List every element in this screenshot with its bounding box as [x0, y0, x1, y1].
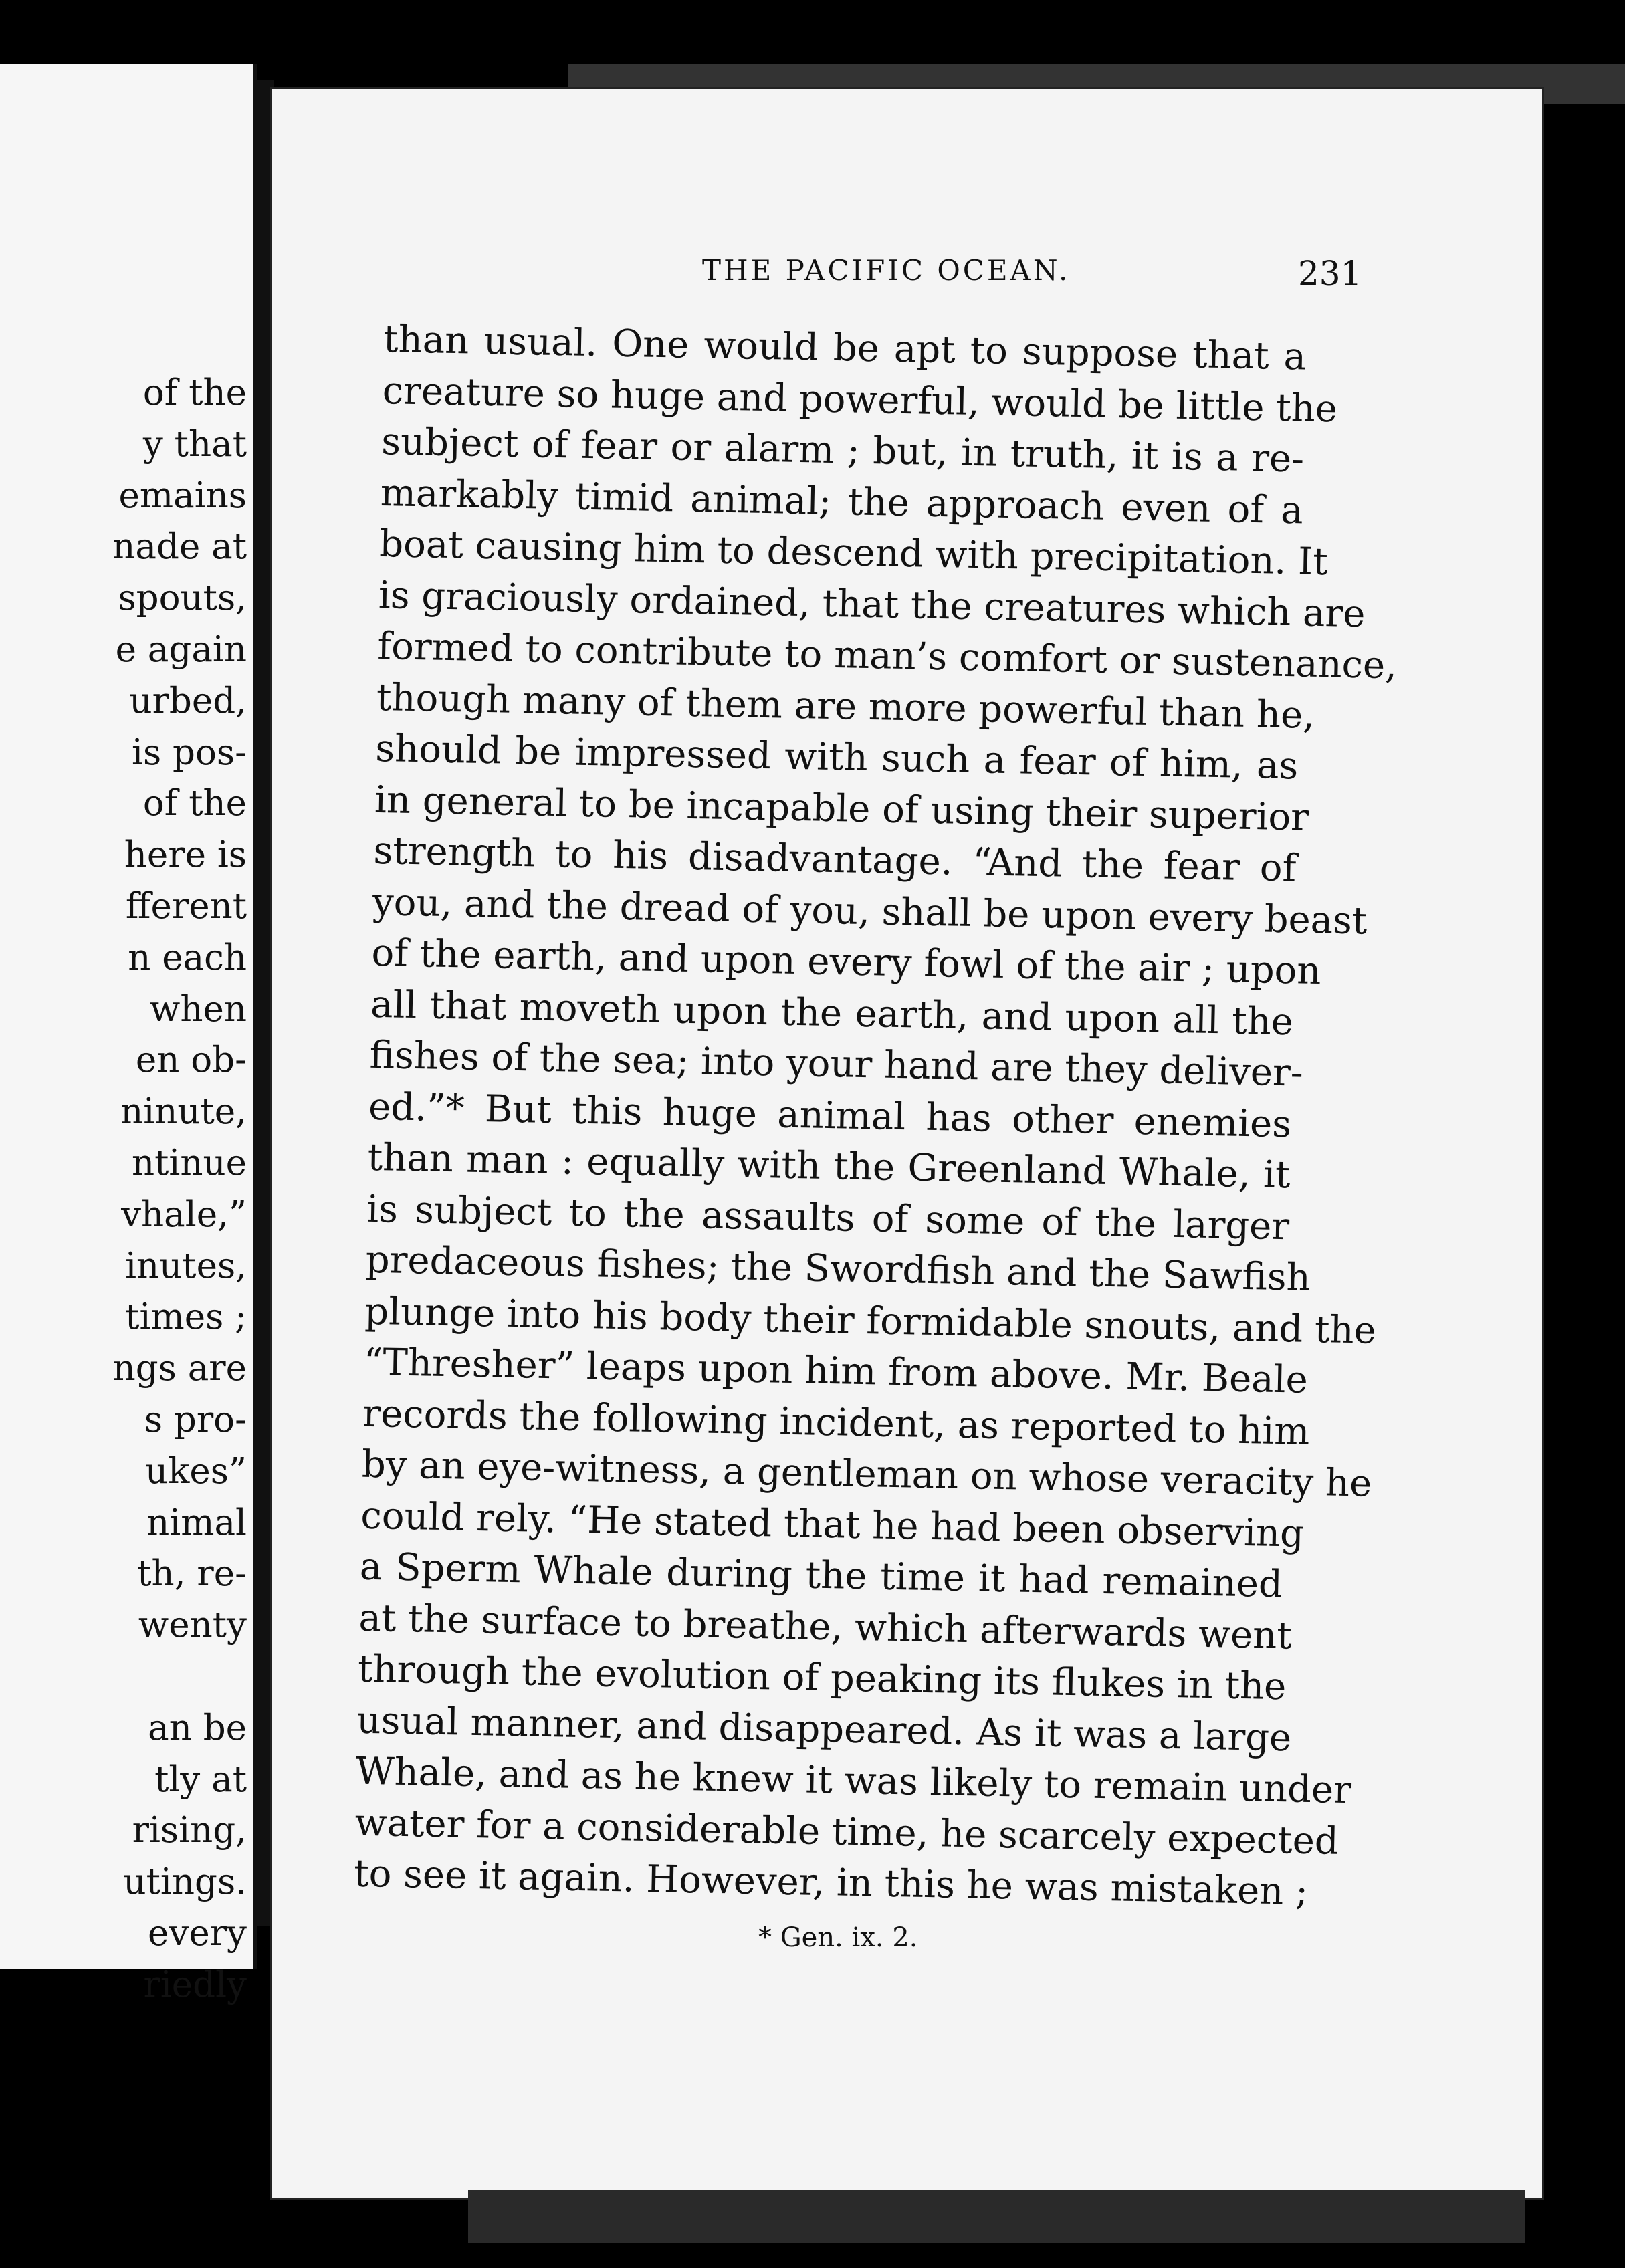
facing-line: th, re- — [137, 1553, 247, 1595]
text-line: fishes of the sea; into your hand are they deliver- — [369, 1033, 1304, 1095]
page-number: 231 — [1298, 254, 1362, 293]
facing-line: is pos- — [132, 731, 247, 773]
facing-line: e again — [115, 629, 247, 670]
facing-line: ukes” — [145, 1450, 247, 1492]
facing-line: when — [150, 988, 247, 1030]
text-line: creature so huge and powerful, would be little the — [382, 368, 1338, 431]
facing-line: wenty — [138, 1605, 247, 1646]
text-line: of the earth, and upon every fowl of the air ; upon — [371, 931, 1322, 994]
text-line: than man : equally with the Greenland Whale, it — [367, 1135, 1291, 1198]
facing-line: ngs are — [112, 1348, 247, 1389]
facing-line: times ; — [125, 1296, 247, 1338]
facing-line: inutes, — [125, 1245, 247, 1286]
text-line: in general to be incapable of using their superior — [374, 778, 1309, 840]
text-line: boat causing him to descend with precipitation. It — [378, 522, 1329, 584]
running-title: THE PACIFIC OCEAN. — [702, 254, 1071, 287]
footnote: * Gen. ix. 2. — [758, 1922, 918, 1953]
text-line: predaceous fishes; the Swordfish and the Sawfish — [365, 1238, 1311, 1300]
facing-line: utings. — [123, 1861, 247, 1903]
text-line: usual manner, and disappeared. As it was a large — [356, 1698, 1292, 1760]
text-line: “Thresher” leaps upon him from above. Mr. Beale — [363, 1340, 1309, 1402]
text-line: records the following incident, as reported to him — [362, 1391, 1310, 1454]
text-line: could rely. “He stated that he had been observing — [360, 1494, 1305, 1556]
facing-line: y that — [142, 423, 247, 465]
text-line: through the evolution of peaking its flukes in the — [357, 1647, 1287, 1709]
text-line: water for a considerable time, he scarcely expected — [354, 1801, 1339, 1863]
text-line: plunge into his body their formidable snouts, and the — [364, 1289, 1377, 1353]
facing-line: of the — [142, 783, 247, 824]
facing-line: nade at — [112, 526, 247, 568]
facing-line: of the — [142, 372, 247, 413]
text-line: to see it again. However, in this he was mistaken ; — [353, 1851, 1309, 1914]
text-line: formed to contribute to man’s comfort or sustenance, — [376, 624, 1398, 688]
main-page — [270, 87, 1544, 2200]
facing-page-text — [0, 368, 255, 2011]
facing-line: rising, — [132, 1810, 247, 1851]
facing-line: fferent — [125, 885, 247, 927]
text-line: ed.”* But this huge animal has other enemies — [368, 1085, 1292, 1146]
facing-line: vhale,” — [121, 1194, 247, 1235]
text-line: a Sperm Whale during the time it had remained — [359, 1545, 1283, 1607]
text-line: by an eye-witness, a gentleman on whose veracity he — [361, 1442, 1372, 1506]
facing-line: spouts, — [118, 578, 247, 619]
facing-line: ninute, — [120, 1091, 247, 1133]
body-text — [353, 314, 1624, 1924]
facing-line: emains — [118, 475, 247, 516]
facing-line-blank — [0, 1652, 255, 1703]
text-line: subject of fear or alarm ; but, in truth, it is a re- — [381, 419, 1305, 481]
facing-line: every — [148, 1912, 247, 1954]
facing-line: nimal — [146, 1502, 247, 1543]
facing-line: n each — [128, 937, 247, 978]
facing-line: an be — [148, 1707, 247, 1748]
facing-line: urbed, — [129, 680, 247, 721]
text-line: should be impressed with such a fear of him, as — [374, 726, 1299, 788]
text-line: than usual. One would be apt to suppose that a — [383, 317, 1307, 379]
scan-border-bottom — [468, 2190, 1525, 2243]
facing-line: en ob- — [135, 1040, 247, 1081]
text-line: is subject to the assaults of some of the larger — [366, 1187, 1290, 1248]
facing-line: ntinue — [131, 1142, 247, 1183]
facing-line: s pro- — [144, 1399, 247, 1440]
text-line: strength to his disadvantage. “And the fear of — [372, 828, 1297, 891]
text-line: is graciously ordained, that the creatures which are — [378, 573, 1366, 636]
text-line: all that moveth upon the earth, and upon all the — [370, 982, 1294, 1044]
facing-line: riedly — [143, 1964, 247, 2005]
facing-page-left — [0, 64, 257, 2005]
facing-line: tly at — [154, 1759, 247, 1800]
facing-line: here is — [124, 834, 247, 876]
text-line: markably timid animal; the approach even of a — [380, 471, 1304, 532]
text-line: at the surface to breathe, which afterwards went — [358, 1596, 1293, 1658]
text-line: Whale, and as he knew it was likely to remain under — [355, 1749, 1352, 1813]
text-line: though many of them are more powerful than he, — [376, 675, 1315, 738]
text-line: you, and the dread of you, shall be upon every beast — [372, 880, 1368, 943]
